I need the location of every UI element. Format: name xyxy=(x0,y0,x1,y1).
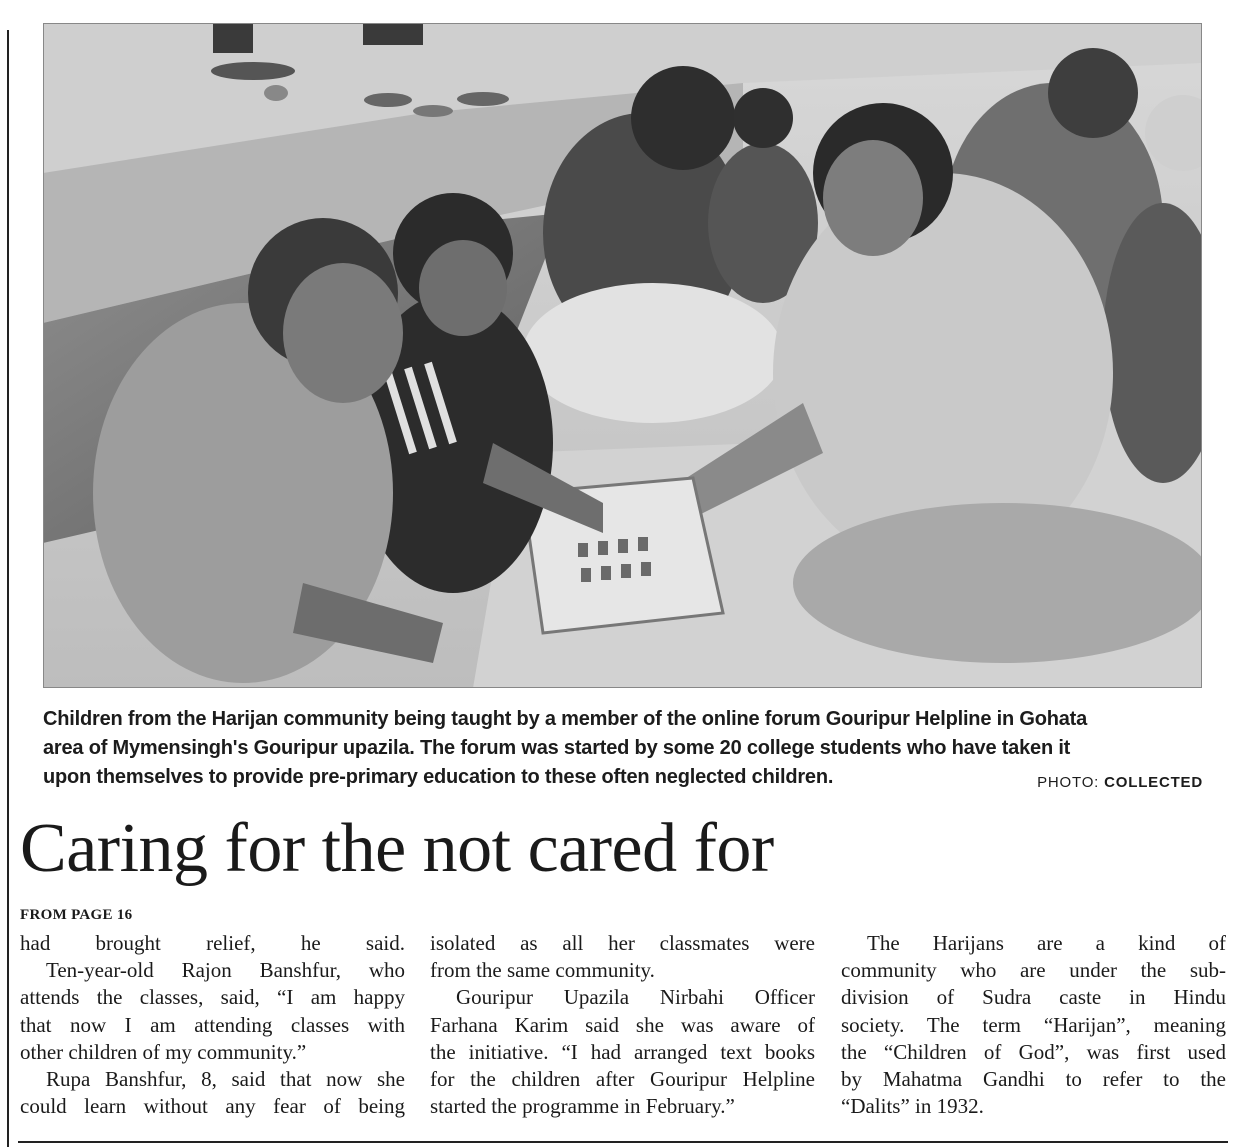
column-line: started the programme in February.” xyxy=(430,1094,735,1119)
photo-caption xyxy=(43,705,1205,792)
column-line: society. The term “Harijan”, meaning xyxy=(841,1012,1226,1037)
column-line: the “Children of God”, was first used xyxy=(841,1039,1226,1064)
column-line: from the same community. xyxy=(430,958,655,983)
photo-credit-source: COLLECTED xyxy=(1104,774,1203,791)
column-line: attends the classes, said, “I am happy xyxy=(20,985,405,1010)
caption-line: Children from the Harijan community being taught by a member of the online forum Gouripur Helpline in Gohata xyxy=(43,708,1088,730)
column-line: could learn without any fear of being xyxy=(20,1094,405,1119)
caption-line: upon themselves to provide pre-primary education to these often neglected children. xyxy=(43,766,834,788)
column-line: other children of my community.” xyxy=(20,1039,307,1064)
column-line: division of Sudra caste in Hindu xyxy=(841,985,1226,1010)
column-line: “Dalits” in 1932. xyxy=(841,1094,984,1119)
column-line: had brought relief, he said. xyxy=(20,931,405,955)
column-line: by Mahatma Gandhi to refer to the xyxy=(841,1067,1226,1092)
column-line: Ten-year-old Rajon Banshfur, who xyxy=(46,958,405,983)
column-line: The Harijans are a kind of xyxy=(867,931,1226,955)
column-line: for the children after Gouripur Helpline xyxy=(430,1067,815,1092)
article-column-2 xyxy=(430,930,815,1120)
left-column-rule xyxy=(7,30,9,1147)
article-headline: Caring for the not cared for xyxy=(20,810,774,887)
jump-line: FROM PAGE 16 xyxy=(20,907,133,923)
column-line: the initiative. “I had arranged text books xyxy=(430,1039,815,1064)
photo-credit-prefix: PHOTO: xyxy=(1037,774,1100,791)
column-line: Gouripur Upazila Nirbahi Officer xyxy=(456,985,815,1010)
bottom-rule xyxy=(18,1141,1228,1143)
news-photo xyxy=(43,23,1202,688)
photo-illustration xyxy=(43,23,1202,688)
column-line: Rupa Banshfur, 8, said that now she xyxy=(46,1067,405,1092)
column-line: community who are under the sub- xyxy=(841,958,1226,983)
photo-credit xyxy=(1037,774,1203,791)
article-column-1 xyxy=(20,930,405,1120)
column-line: that now I am attending classes with xyxy=(20,1012,405,1037)
article-column-3 xyxy=(841,930,1226,1120)
caption-line: area of Mymensingh's Gouripur upazila. The forum was started by some 20 college students who have taken it xyxy=(43,737,1071,759)
column-line: Farhana Karim said she was aware of xyxy=(430,1012,815,1037)
column-line: isolated as all her classmates were xyxy=(430,931,815,955)
